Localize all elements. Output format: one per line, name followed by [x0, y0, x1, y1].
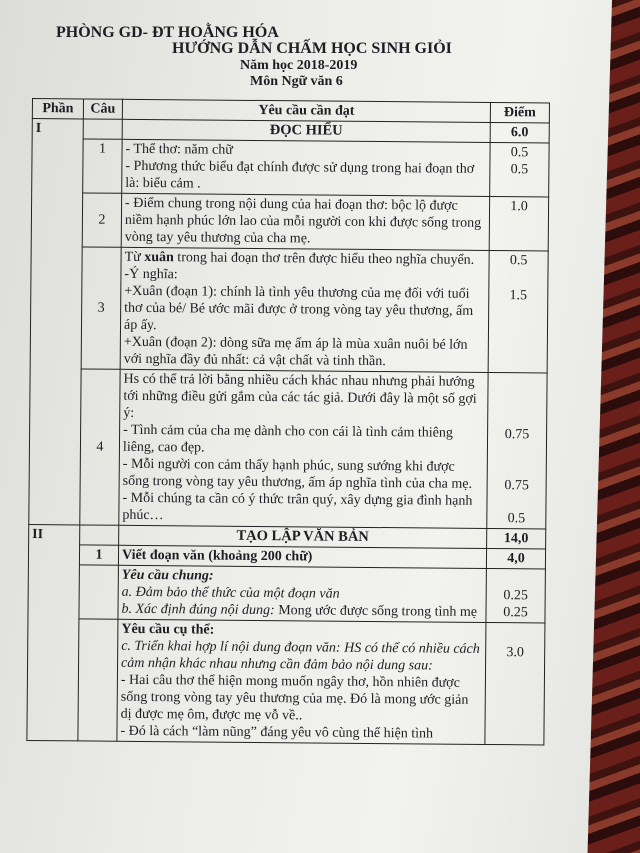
score-value: 0.5	[510, 162, 529, 178]
requirement-cell	[122, 139, 490, 196]
text-run: Từ	[124, 249, 145, 265]
question-number: 1	[79, 545, 118, 565]
specific-requirement-title: Yêu cầu cụ thể:	[121, 621, 215, 638]
section-part-cell	[29, 119, 84, 525]
col-score-header: Điểm	[490, 103, 549, 124]
score-cell	[488, 250, 548, 373]
requirement-line: +Xuân (đoạn 1): chính là tình yêu thương của mẹ đối với tuổi thơ của bé/ Bé ước mãi được ở trong vòng tay yêu thương, ấm áp ấy.	[123, 283, 474, 334]
question-number: 4	[80, 369, 120, 525]
table-row	[31, 193, 548, 252]
col-part-header: Phần	[32, 99, 83, 119]
requirement-line: a. Đảm bảo thể thức của một đoạn văn	[121, 584, 340, 602]
requirement-line: Hs có thể trả lời bằng nhiều cách khác nhau nhưng phải hướng tới những điều gửi gắm của các tác giả. Dưới đây là một số gợi ý:	[123, 371, 477, 421]
requirement-line: - Hai câu thơ thể hiện mong muốn ngây thơ, hồn nhiên được sống trong vòng tay yêu thương của mẹ. Đó là mong ước giản dị được mẹ ôm, được mẹ vỗ về..	[120, 672, 469, 724]
score-value: 0.5	[509, 253, 528, 269]
requirement-line: c. Triển khai hợp lí nội dung đoạn văn: HS có thể có nhiều cách cảm nhận khác nhau nhưng cần đảm bảo nội dung sau:	[121, 638, 480, 674]
empty-cell	[78, 619, 118, 741]
table-row	[28, 564, 545, 623]
score-value: 1.0	[510, 199, 528, 215]
requirement-cell	[119, 369, 488, 528]
section-title: ĐỌC HIỂU	[122, 119, 490, 142]
score-value: 0.75	[504, 427, 530, 443]
requirement-line: - Mỗi người con cảm thấy hạnh phúc, sung sướng khi được sống trong vòng tay yêu thương, ấm áp nghĩa tình của cha mẹ.	[122, 456, 473, 492]
question-number: 1	[83, 139, 122, 193]
table-row	[32, 139, 549, 198]
requirement-line	[121, 601, 482, 621]
requirement-line: - Thể thơ: năm chữ	[125, 141, 233, 158]
requirement-line: - Mỗi chúng ta cần có ý thức trân quý, xây dựng gia đình hạnh phúc…	[122, 490, 473, 524]
document-title: HƯỚNG DẪN CHẤM HỌC SINH GIỎI	[172, 40, 452, 57]
score-value: 0.75	[504, 478, 529, 494]
section-part-cell	[27, 524, 80, 740]
requirement-cell	[117, 619, 486, 744]
score-value: 0.25	[503, 605, 528, 621]
score-value: 0.5	[507, 511, 526, 527]
table-row	[27, 618, 545, 745]
requirement-line: - Đó là cách “làm nũng” đáng yêu vô cùng thể hiện tình	[120, 723, 434, 742]
score-cell	[485, 622, 545, 745]
score-cell	[486, 568, 545, 623]
score-value: 0.5	[510, 145, 529, 161]
section-score: 6.0	[490, 123, 549, 144]
score-cell	[487, 372, 547, 529]
col-question-header: Câu	[83, 99, 122, 119]
writing-task-title: Viết đoạn văn (khoảng 200 chữ)	[118, 545, 486, 568]
text-run: trong hai đoạn thơ trên được hiểu theo nghĩa chuyển.	[173, 250, 475, 268]
office-name: PHÒNG GD- ĐT HOẰNG HÓA	[56, 24, 279, 41]
general-requirement-title: Yêu cầu chung:	[121, 567, 214, 584]
score-value: 3.0	[506, 645, 524, 661]
requirement-line: - Phương thức biểu đạt chính được sử dụng trong hai đoạn thơ là: biểu cảm .	[125, 158, 475, 192]
subject-name: Môn Ngữ văn 6	[250, 74, 343, 89]
requirement-line: -Ý nghĩa:	[124, 266, 178, 283]
text-run: b. Xác định đúng nội dung:	[121, 601, 275, 619]
section-title: TẠO LẬP VĂN BẢN	[119, 525, 487, 548]
empty-cell	[79, 565, 118, 619]
table-row	[30, 246, 548, 373]
requirement-line: - Tình cảm của cha mẹ dành cho con cái là tình cảm thiêng liêng, cao đẹp.	[122, 422, 453, 456]
grading-table	[26, 98, 550, 745]
requirement-line: - Điểm chung trong nội dung của hai đoạn thơ: bộc lộ được niềm hạnh phúc lớn lao của mỗi người con khi được sống trong vòng tay yêu thương của cha mẹ.	[124, 195, 482, 247]
section-part-label: I	[35, 121, 42, 137]
score-value: 1.5	[509, 288, 528, 304]
score-value: 4,0	[486, 548, 545, 569]
requirement-cell	[118, 565, 486, 622]
requirement-cell	[121, 193, 489, 250]
empty-cell	[80, 525, 119, 545]
school-year: Năm học 2018-2019	[240, 58, 358, 73]
col-requirement-header: Yêu cầu cần đạt	[122, 99, 490, 122]
requirement-cell	[120, 247, 489, 372]
section-part-label: II	[32, 527, 44, 543]
table-row	[29, 368, 547, 529]
requirement-line: +Xuân (đoạn 2): dòng sữa mẹ ấm áp là mùa xuân nuôi bé lớn với nghĩa đầy đủ nhất: cả vật chất và tinh thần.	[123, 334, 468, 370]
question-number: 2	[82, 193, 121, 247]
question-number: 3	[81, 247, 121, 369]
keyword-xuan: xuân	[144, 249, 174, 266]
empty-cell	[83, 119, 122, 139]
section-score: 14,0	[487, 528, 546, 549]
score-value: 0.25	[503, 588, 528, 604]
score-cell	[489, 196, 548, 251]
requirement-line	[125, 249, 486, 269]
text-run: Mong ước được sống trong tình mẹ	[274, 603, 478, 620]
score-cell	[490, 142, 549, 197]
